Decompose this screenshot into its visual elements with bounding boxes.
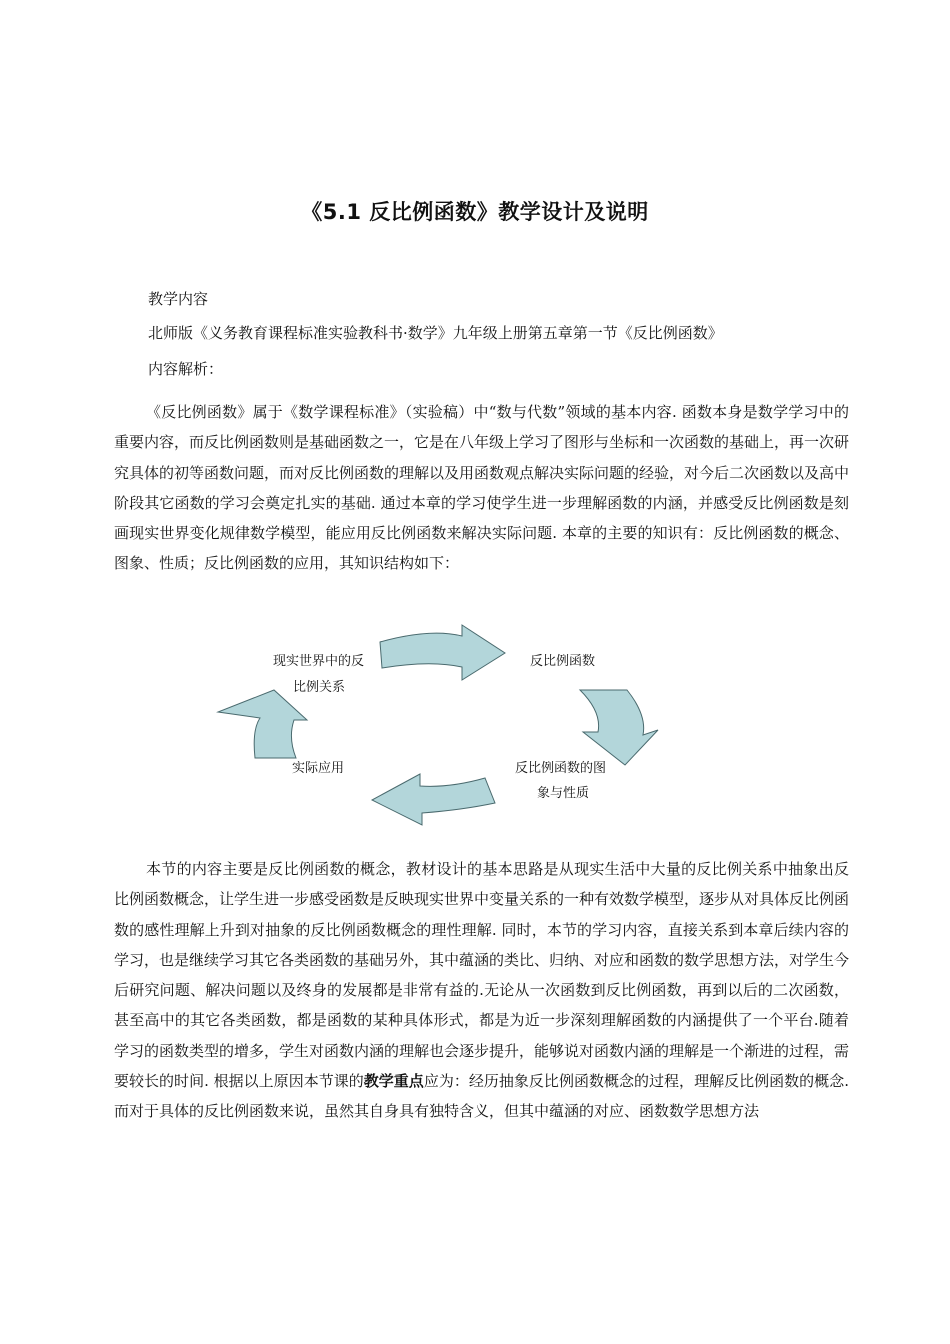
page-title: 《5.1 反比例函数》教学设计及说明	[301, 200, 649, 224]
knowledge-structure-diagram	[200, 620, 720, 835]
node-application: 实际应用	[292, 761, 345, 776]
analysis-paragraph: 《反比例函数》属于《数学课程标准》（实验稿）中“数与代数”领域的基本内容. 函数本身是数学学习中的重要内容，而反比例函数则是基础函数之一，它是在八年级上学习了图形与坐标和一次函数的基础上，再一次研究具体的初等函数问题，而对反比例函数的理解以及用函数观点解决实际问题的经验，对今后二次函数以及高中阶段其它函数的学习会奠定扎实的基础. 通过本章的学习使学生进一步理解函数的内涵，并感受反比例函数是刻画现实世界变化规律数学模型，能应用反比例函数来解决实际问题. 本章的主要的知识有：反比例函数的概念、图象、性质；反比例函数的应用，其知识结构如下：	[114, 403, 850, 573]
arrow-bottom	[372, 774, 495, 825]
node-graph-properties-line2: 象与性质	[537, 786, 590, 801]
node-real-world-line1: 现实世界中的反	[273, 654, 365, 669]
body-text-part2: 应为：经历抽象反比例函数概念的过程，理解反比例函数的概念. 而对于具体的反比例函数来说，虽然其自身具有独特含义，但其中蕴涵的对应、函数数学思想方法	[114, 1072, 849, 1121]
arrow-right	[580, 690, 658, 765]
node-real-world-line2: 比例关系	[293, 680, 346, 695]
analysis-heading: 内容解析：	[148, 360, 224, 378]
teaching-content-heading: 教学内容	[148, 290, 209, 308]
key-point-label: 教学重点	[363, 1072, 424, 1091]
node-inverse-function: 反比例函数	[530, 654, 596, 669]
arrow-top	[380, 625, 505, 680]
body-paragraph	[114, 854, 849, 1127]
node-graph-properties-line1: 反比例函数的图	[515, 761, 607, 776]
body-text-part1: 本节的内容主要是反比例函数的概念，教材设计的基本思路是从现实生活中大量的反比例关系中抽象出反比例函数概念，让学生进一步感受函数是反映现实世界中变量关系的一种有效数学模型，逐步从对具体反比例函数的感性理解上升到对抽象的反比例函数概念的理性理解. 同时，本节的学习内容，直接关系到本章后续内容的学习，也是继续学习其它各类函数的基础另外，其中蕴涵的类比、归纳、对应和函数的数学思想方法，对学生今后研究问题、解决问题以及终身的发展都是非常有益的.无论从一次函数到反比例函数，再到以后的二次函数，甚至高中的其它各类函数，都是函数的某种具体形式，都是为近一步深刻理解函数的内涵提供了一个平台.随着学习的函数类型的增多，学生对函数内涵的理解也会逐步提升，能够说对函数内涵的理解是一个渐进的过程，需要较长的时间. 根据以上原因本节课的	[114, 860, 850, 1091]
arrow-left	[218, 690, 307, 758]
teaching-content-text: 北师版《义务教育课程标准实验教科书·数学》九年级上册第五章第一节《反比例函数》	[148, 324, 723, 342]
